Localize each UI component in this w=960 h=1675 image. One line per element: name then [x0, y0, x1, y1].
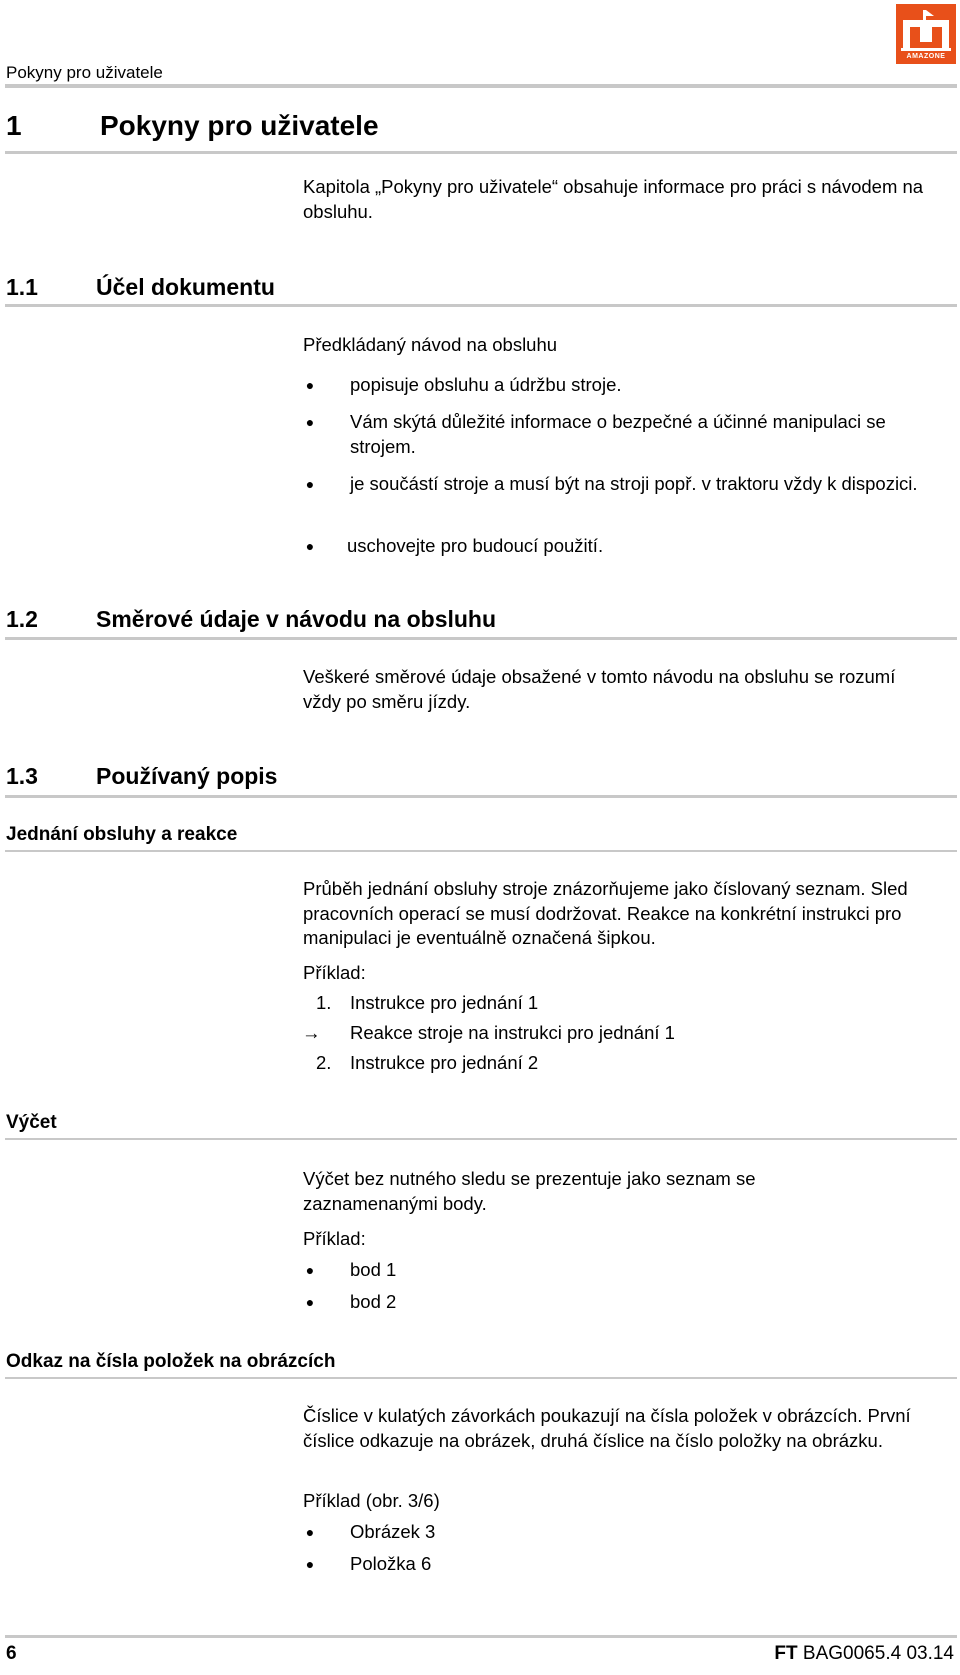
example-label: Příklad:: [303, 962, 366, 983]
subsection-rule: [5, 1377, 957, 1379]
section-1-1-title: Účel dokumentu: [96, 274, 275, 300]
subsection-rule: [5, 1138, 957, 1140]
subsection-text: Výčet bez nutného sledu se prezentuje jako seznam se zaznamenanými body.: [303, 1168, 756, 1214]
footer-doc-prefix: FT: [774, 1643, 798, 1664]
chapter-title: Pokyny pro uživatele: [100, 110, 379, 141]
bullet-icon: ●: [305, 414, 315, 430]
section-1-2-text: Veškeré směrové údaje obsažené v tomto návodu na obsluhu se rozumí vždy po směru jízdy.: [303, 666, 896, 712]
footer-rule: [5, 1635, 957, 1638]
logo-text: AMAZONE: [906, 53, 946, 60]
amazone-logo: [896, 4, 956, 64]
running-header-title: Pokyny pro uživatele: [6, 63, 163, 82]
bullet-icon: ●: [305, 1524, 315, 1540]
chapter-number: 1: [6, 110, 22, 141]
page-number: 6: [6, 1643, 17, 1664]
footer-doc-code: BAG0065.4 03.14: [802, 1643, 954, 1664]
arrow-right-icon: →: [302, 1022, 321, 1043]
bullet-icon: ●: [305, 377, 315, 393]
example-label: Příklad (obr. 3/6): [303, 1490, 440, 1511]
footer-doc-ref: [774, 1643, 954, 1665]
bullet-icon: ●: [305, 476, 315, 492]
subsection-rule: [5, 850, 957, 852]
section-1-2-rule: [5, 637, 957, 640]
bullet-icon: ●: [305, 538, 315, 554]
example-label: Příklad:: [303, 1228, 366, 1249]
section-1-3-rule: [5, 795, 957, 798]
section-1-1-number: 1.1: [6, 274, 38, 300]
section-1-3-title: Používaný popis: [96, 763, 278, 789]
subsection-text: Průběh jednání obsluhy stroje znázorňujeme jako číslovaný seznam. Sled pracovních operací se musí dodržovat. Reakce na konkrétní instrukci pro manipulaci je eventuálně označená šipkou.: [303, 878, 908, 948]
chapter-intro: Kapitola „Pokyny pro uživatele“ obsahuje informace pro práci s návodem na obsluhu.: [303, 176, 924, 222]
header-rule: [5, 84, 957, 88]
section-1-2-title: Směrové údaje v návodu na obsluhu: [96, 606, 497, 632]
chapter-rule: [5, 151, 957, 154]
bullet-icon: ●: [305, 1294, 315, 1310]
subsection-title: Jednání obsluhy a reakce: [6, 824, 238, 845]
section-1-1-rule: [5, 304, 957, 307]
section-1-2-number: 1.2: [6, 606, 38, 632]
bullet-icon: ●: [305, 1556, 315, 1572]
subsection-text: Číslice v kulatých závorkách poukazují na čísla položek v obrázcích. První číslice odkazuje na obrázek, druhá číslice na číslo položky na obrázku.: [303, 1405, 911, 1451]
subsection-title: Výčet: [6, 1112, 57, 1133]
bullet-icon: ●: [305, 1262, 315, 1278]
section-1-1-lead: Předkládaný návod na obsluhu: [303, 334, 558, 355]
subsection-title: Odkaz na čísla položek na obrázcích: [6, 1351, 336, 1372]
section-1-3-number: 1.3: [6, 763, 38, 789]
item-marker: 1.: [316, 992, 332, 1013]
item-marker: 2.: [316, 1052, 332, 1073]
